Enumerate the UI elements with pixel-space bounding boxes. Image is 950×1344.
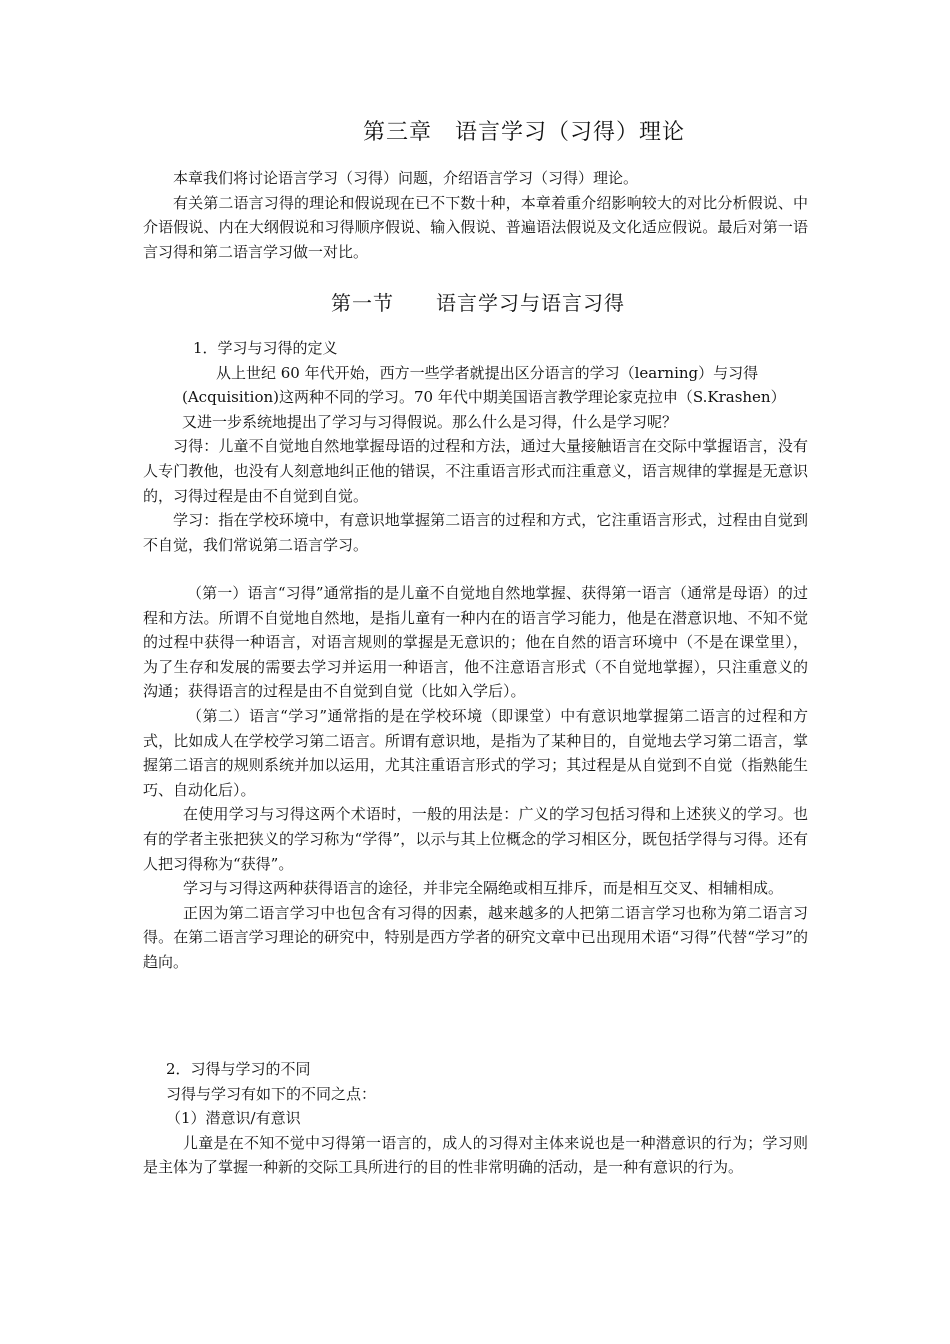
discussion-body (143, 581, 808, 975)
chapter-intro (143, 166, 808, 264)
paragraph-term-usage: 在使用学习与习得这两个术语时，一般的用法是：广义的学习包括习得和上述狭义的学习。也有的学者主张把狭义的学习称为“学得”，以示与其上位概念的学习相区分，既包括学得与习得。还有人把习得称为“获得”。 (143, 805, 808, 873)
subsection-heading: 2．习得与学习的不同 (166, 1060, 311, 1078)
section-body (143, 336, 808, 557)
differences-section (143, 1057, 808, 1180)
intro-paragraph: 本章我们将讨论语言学习（习得）问题，介绍语言学习（习得）理论。 (173, 169, 639, 187)
paragraph-second-language: （第二）语言“学习”通常指的是在学校环境（即课堂）中有意识地掌握第二语言的过程和方式，比如成人在学校学习第二语言。所谓有意识地，是指为了某种目的，自觉地去学习第二语言，掌握第二语言的规则系统并加以运用，尤其注重语言形式的学习；其过程是从自觉到不自觉（指熟能生巧、自动化后）。 (143, 706, 808, 799)
definition-learning: 学习：指在学校环境中，有意识地掌握第二语言的过程和方式，它注重语言形式，过程由自觉到不自觉，我们常说第二语言学习。 (143, 511, 808, 554)
paragraph-line: (Acquisition)这两种不同的学习。70 年代中期美国语言教学理论家克拉申（S.Krashen） (182, 388, 786, 407)
subsection-heading: 1．学习与习得的定义 (193, 339, 338, 357)
intro-paragraph: 有关第二语言习得的理论和假说现在已不下数十种，本章着重介绍影响较大的对比分析假说、中介语假说、内在大纲假说和习得顺序假说、输入假说、普遍语法假说及文化适应假说。最后对第一语言习得和第二语言学习做一对比。 (143, 193, 808, 261)
difference-item-heading: （1）潜意识/有意识 (166, 1109, 301, 1128)
chapter-title: 第三章 语言学习（习得）理论 (362, 120, 685, 145)
paragraph-line: 又进一步系统地提出了学习与习得假说。那么什么是习得，什么是学习呢？ (182, 412, 678, 431)
section-title: 第一节 语言学习与语言习得 (331, 291, 625, 315)
definition-acquisition: 习得：儿童不自觉地自然地掌握母语的过程和方法，通过大量接触语言在交际中掌握语言，没有人专门教他，也没有人刻意地纠正他的错误，不注重语言形式而注重意义，语言规律的掌握是无意识的，习得过程是由不自觉到自觉。 (143, 437, 808, 505)
paragraph-line: 从上世纪 60 年代开始，西方一些学者就提出区分语言的学习（learning）与习得 (216, 363, 759, 382)
differences-intro: 习得与学习有如下的不同之点： (166, 1084, 377, 1103)
difference-item-text: 儿童是在不知不觉中习得第一语言的，成人的习得对主体来说也是一种潜意识的行为；学习则是主体为了掌握一种新的交际工具所进行的目的性非常明确的活动，是一种有意识的行为。 (143, 1133, 808, 1177)
paragraph-terminology-trend: 正因为第二语言学习中也包含有习得的因素，越来越多的人把第二语言学习也称为第二语言习得。在第二语言学习理论的研究中，特别是西方学者的研究文章中已出现用术语“习得”代替“学习”的趋向。 (143, 903, 808, 971)
paragraph-acquisition-paths: 学习与习得这两种获得语言的途径，并非完全隔绝或相互排斥，而是相互交叉、相辅相成。 (183, 879, 784, 898)
paragraph-first-language: （第一）语言“习得”通常指的是儿童不自觉地自然地掌握、获得第一语言（通常是母语）的过程和方法。所谓不自觉地自然地，是指儿童有一种内在的语言学习能力，他是在潜意识地、不知不觉的过程中获得一种语言，对语言规则的掌握是无意识的；他在自然的语言环境中（不是在课堂里），为了生存和发展的需要去学习并运用一种语言，他不注意语言形式（不自觉地掌握），只注重意义的沟通；获得语言的过程是由不自觉到自觉（比如入学后）。 (143, 584, 808, 701)
